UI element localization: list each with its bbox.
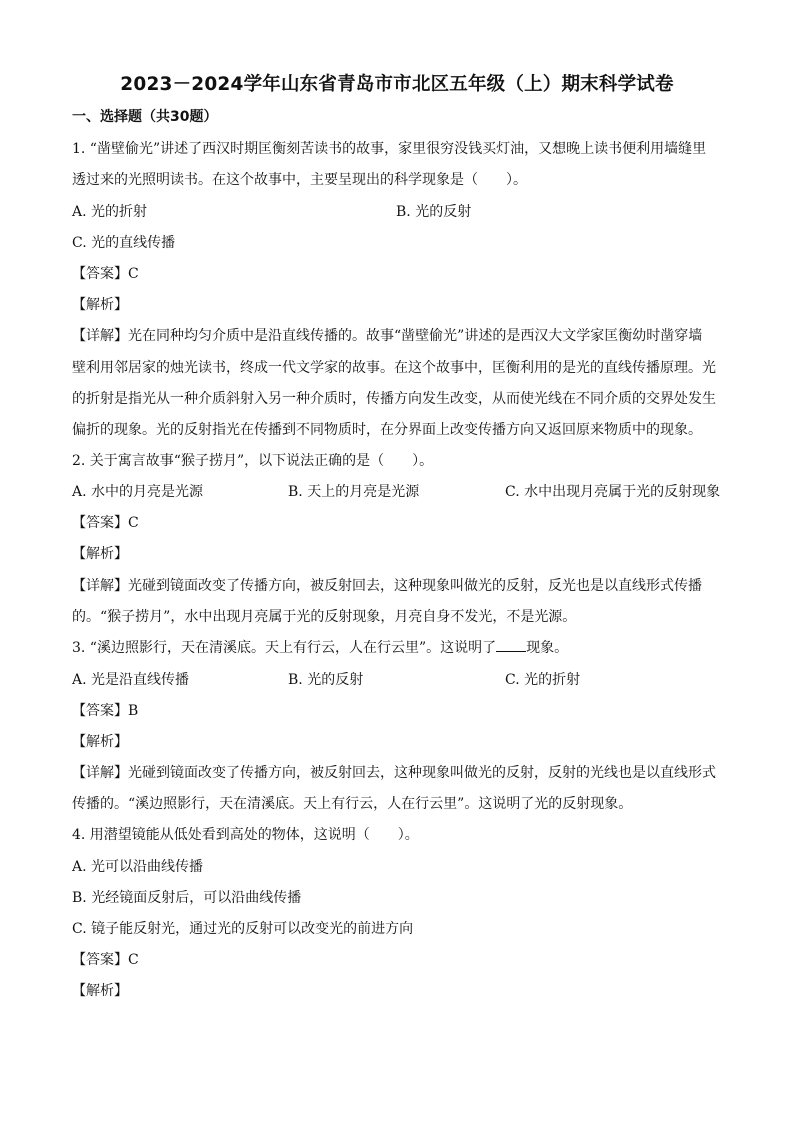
q2-detail-line2: 的。“猴子捞月”，水中出现月亮属于光的反射现象，月亮自身不发光，不是光源。 [72, 609, 577, 625]
q3-stem-tail: 现象。 [526, 640, 569, 656]
q3-stem-text: 3. “溪边照影行，天在清溪底。天上有行云，人在行云里”。这说明了 [72, 640, 497, 656]
q1-detail-line1: 【详解】光在同种均匀介质中是沿直线传播的。故事“凿壁偷光”讲述的是西汉大文学家匡衡幼时凿穿墙 [72, 328, 703, 344]
q1-stem-line2: 透过来的光照明读书。在这个故事中，主要呈现出的科学现象是（ ）。 [72, 172, 527, 188]
q3-stem [72, 638, 568, 658]
q2-option-c: C. 水中出现月亮属于光的反射现象 [505, 484, 721, 500]
q3-analysis-label: 【解析】 [72, 734, 128, 750]
q2-detail-line1: 【详解】光碰到镜面改变了传播方向，被反射回去，这种现象叫做光的反射，反光也是以直线形式传播 [72, 578, 702, 594]
page-title: 2023－2024学年山东省青岛市市北区五年级（上）期末科学试卷 [120, 74, 674, 95]
q2-answer: 【答案】C [72, 515, 139, 531]
q2-analysis-label: 【解析】 [72, 546, 128, 562]
q1-detail-line4: 偏折的现象。光的反射指光在传播到不同物质时，在分界面上改变传播方向又返回原来物质中的现象。 [72, 422, 702, 438]
q4-option-a: A. 光可以沿曲线传播 [72, 859, 204, 875]
q1-analysis-label: 【解析】 [72, 297, 128, 313]
q1-option-c: C. 光的直线传播 [72, 235, 176, 251]
q1-detail-line3: 的折射是指光从一种介质斜射入另一种介质时，传播方向发生改变，从而使光线在不同介质的交界处发生 [72, 391, 716, 407]
q3-option-a: A. 光是沿直线传播 [72, 672, 190, 688]
q4-stem: 4. 用潜望镜能从低处看到高处的物体，这说明（ ）。 [72, 827, 419, 843]
q3-answer: 【答案】B [72, 703, 139, 719]
q4-answer: 【答案】C [72, 952, 139, 968]
q4-analysis-label: 【解析】 [72, 983, 128, 999]
q3-option-c: C. 光的折射 [505, 672, 581, 688]
q4-option-c: C. 镜子能反射光，通过光的反射可以改变光的前进方向 [72, 921, 414, 937]
q1-detail-line2: 壁利用邻居家的烛光读书，终成一代文学家的故事。在这个故事中，匡衡利用的是光的直线传播原理。光 [72, 360, 716, 376]
q4-option-b: B. 光经镜面反射后，可以沿曲线传播 [72, 890, 302, 906]
q3-detail-line2: 传播的。“溪边照影行，天在清溪底。天上有行云，人在行云里”。这说明了光的反射现象。 [72, 796, 633, 812]
q3-option-b: B. 光的反射 [288, 672, 364, 688]
q3-fill-blank [496, 639, 526, 652]
q2-option-a: A. 水中的月亮是光源 [72, 484, 204, 500]
q1-answer: 【答案】C [72, 266, 139, 282]
q1-stem-line1: 1. “凿壁偷光”讲述了西汉时期匡衡刻苦读书的故事，家里很穷没钱买灯油，又想晚上读书便利用墙缝里 [72, 141, 707, 157]
section-heading: 一、选择题（共30题） [72, 109, 218, 125]
q1-option-a: A. 光的折射 [72, 204, 148, 220]
q2-option-b: B. 天上的月亮是光源 [288, 484, 420, 500]
q1-option-b: B. 光的反射 [396, 204, 472, 220]
q2-stem: 2. 关于寓言故事“猴子捞月”，以下说法正确的是（ ）。 [72, 453, 434, 469]
q3-detail-line1: 【详解】光碰到镜面改变了传播方向，被反射回去，这种现象叫做光的反射，反射的光线也是以直线形式 [72, 765, 716, 781]
